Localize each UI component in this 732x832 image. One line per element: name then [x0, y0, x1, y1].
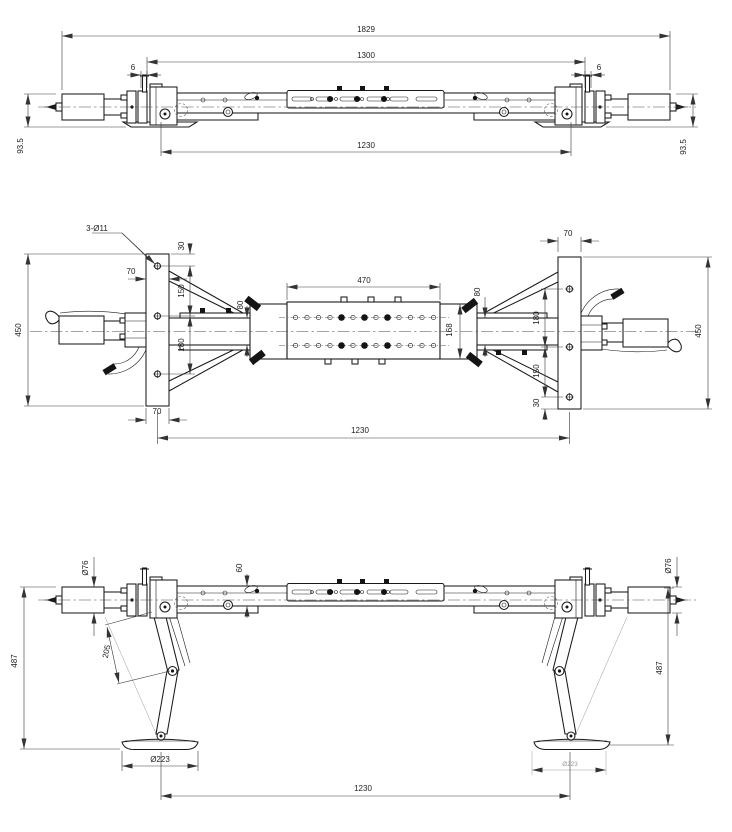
dim-leg-length: 205 — [100, 644, 113, 659]
dim-base-span: 1230 — [357, 141, 375, 150]
dim-hole-pitch-left-b: 180 — [177, 338, 186, 352]
dim-height-left: 487 — [10, 654, 19, 668]
dim-overall-width-right: 450 — [694, 324, 703, 338]
dim-cylinder-dia-left: Ø76 — [81, 560, 90, 576]
dim-height-right: 487 — [655, 661, 664, 675]
dim-gap-right: 6 — [596, 63, 602, 72]
dim-end-height-left: 93.5 — [16, 138, 25, 154]
dim-hole-pitch-right-b: 150 — [532, 364, 541, 378]
dim-foot-dia-right: Ø223 — [562, 761, 578, 768]
dim-cylinder-dia-right: Ø76 — [664, 558, 673, 574]
dim-frame-length: 1300 — [357, 51, 375, 60]
dim-tube-size-right: 80 — [473, 287, 482, 297]
dim-plate-width-right: 70 — [563, 229, 573, 238]
dim-end-height-right: 93.5 — [679, 139, 688, 155]
dim-foot-dia-left: Ø223 — [150, 755, 170, 764]
dim-overall-width-left: 450 — [14, 323, 23, 337]
side-view — [10, 557, 696, 800]
dim-hole-pitch-right-a: 180 — [532, 311, 541, 325]
dim-foot-span: 1230 — [354, 784, 372, 793]
dim-overall-length: 1829 — [357, 25, 375, 34]
dim-tube-size-left: 80 — [236, 300, 245, 310]
dim-holes-note: 3-Ø11 — [86, 224, 108, 233]
center-plate — [287, 302, 440, 359]
dim-gap-left: 6 — [130, 63, 136, 72]
dim-center-plate-length: 470 — [357, 276, 371, 285]
dim-sleeve-size: 168 — [445, 323, 454, 337]
dim-plate-drop: 60 — [235, 563, 244, 573]
dim-mount-span: 1230 — [351, 426, 369, 435]
dim-plate-width-bottom: 70 — [152, 407, 162, 416]
dim-hole-pitch-left-a: 150 — [177, 284, 186, 298]
dim-edge-offset-left: 30 — [177, 241, 186, 251]
top-view — [16, 25, 698, 156]
dim-plate-width-left: 70 — [126, 267, 136, 276]
dim-edge-offset-right: 30 — [532, 398, 541, 408]
plan-view — [14, 224, 712, 444]
